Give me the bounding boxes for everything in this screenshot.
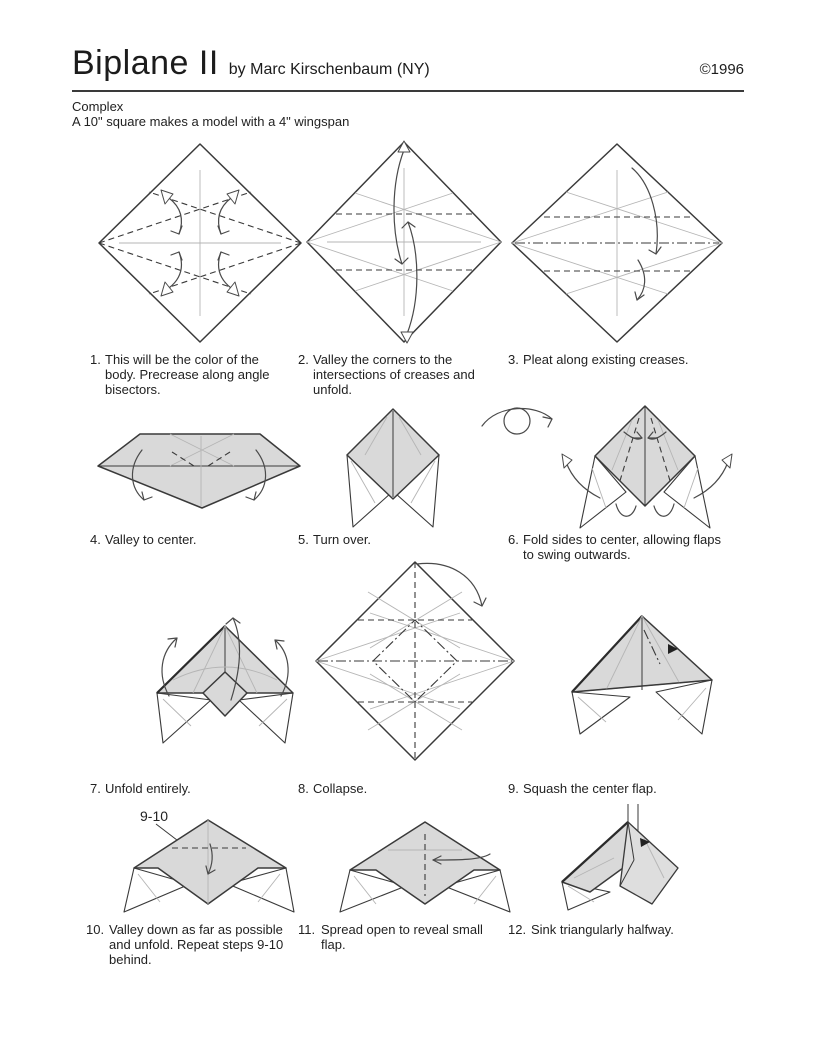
copyright: ©1996 bbox=[699, 61, 744, 78]
repeat-steps-label: 9-10 bbox=[140, 808, 169, 824]
header bbox=[72, 44, 744, 129]
turn-over-icon bbox=[478, 396, 560, 442]
step-text: Collapse. bbox=[313, 781, 368, 796]
step-text: Unfold entirely. bbox=[105, 781, 191, 796]
step-caption-5 bbox=[298, 532, 493, 547]
step-number: 2. bbox=[298, 352, 309, 367]
step-9-diagram bbox=[558, 602, 732, 740]
step-text: Valley down as far as possible and unfold. Repeat steps 9-10 behind. bbox=[109, 922, 284, 967]
step-text: Turn over. bbox=[313, 532, 372, 547]
step-number: 7. bbox=[90, 781, 101, 796]
step-caption-4 bbox=[90, 532, 290, 547]
step-number: 4. bbox=[90, 532, 101, 547]
step-number: 6. bbox=[508, 532, 519, 547]
title-row bbox=[72, 44, 744, 92]
step-number: 1. bbox=[90, 352, 101, 367]
step-number: 3. bbox=[508, 352, 519, 367]
step-caption-10 bbox=[86, 922, 291, 967]
step-7-diagram bbox=[133, 596, 317, 748]
step-2-diagram bbox=[303, 138, 505, 346]
step-caption-3 bbox=[508, 352, 743, 367]
step-number: 9. bbox=[508, 781, 519, 796]
step-5-diagram bbox=[335, 403, 453, 533]
difficulty: Complex bbox=[72, 99, 124, 114]
step-text: Sink triangularly halfway. bbox=[531, 922, 674, 937]
step-text: Spread open to reveal small flap. bbox=[321, 922, 483, 952]
author: by Marc Kirschenbaum (NY) bbox=[228, 61, 430, 78]
step-caption-9 bbox=[508, 781, 743, 796]
step-number: 10. bbox=[86, 922, 105, 937]
step-number: 5. bbox=[298, 532, 309, 547]
step-3-diagram bbox=[508, 140, 726, 346]
step-caption-7 bbox=[90, 781, 290, 796]
step-text: Valley the corners to the intersections of creases and unfold. bbox=[313, 352, 475, 397]
step-8-diagram bbox=[310, 556, 520, 770]
step-12-diagram bbox=[554, 798, 708, 918]
step-caption-2 bbox=[298, 352, 493, 397]
step-caption-1 bbox=[90, 352, 290, 397]
step-text: Pleat along existing creases. bbox=[523, 352, 689, 367]
step-text: Valley to center. bbox=[105, 532, 197, 547]
step-text: Fold sides to center, allowing flaps to swing outwards. bbox=[523, 532, 721, 562]
step-caption-11 bbox=[298, 922, 493, 952]
step-6-diagram bbox=[556, 398, 738, 534]
step-10-diagram bbox=[110, 804, 308, 918]
step-1-diagram bbox=[95, 140, 305, 346]
step-caption-8 bbox=[298, 781, 493, 796]
step-text: This will be the color of the body. Precrease along angle bisectors. bbox=[105, 352, 270, 397]
step-number: 12. bbox=[508, 922, 527, 937]
step-number: 8. bbox=[298, 781, 309, 796]
size-note: A 10" square makes a model with a 4" wingspan bbox=[72, 114, 350, 129]
step-number: 11. bbox=[298, 922, 316, 937]
step-4-diagram bbox=[88, 410, 310, 530]
step-text: Squash the center flap. bbox=[523, 781, 657, 796]
page-title: Biplane II bbox=[72, 44, 219, 82]
step-caption-12 bbox=[508, 922, 748, 937]
step-11-diagram bbox=[330, 810, 518, 916]
step-caption-6 bbox=[508, 532, 733, 562]
